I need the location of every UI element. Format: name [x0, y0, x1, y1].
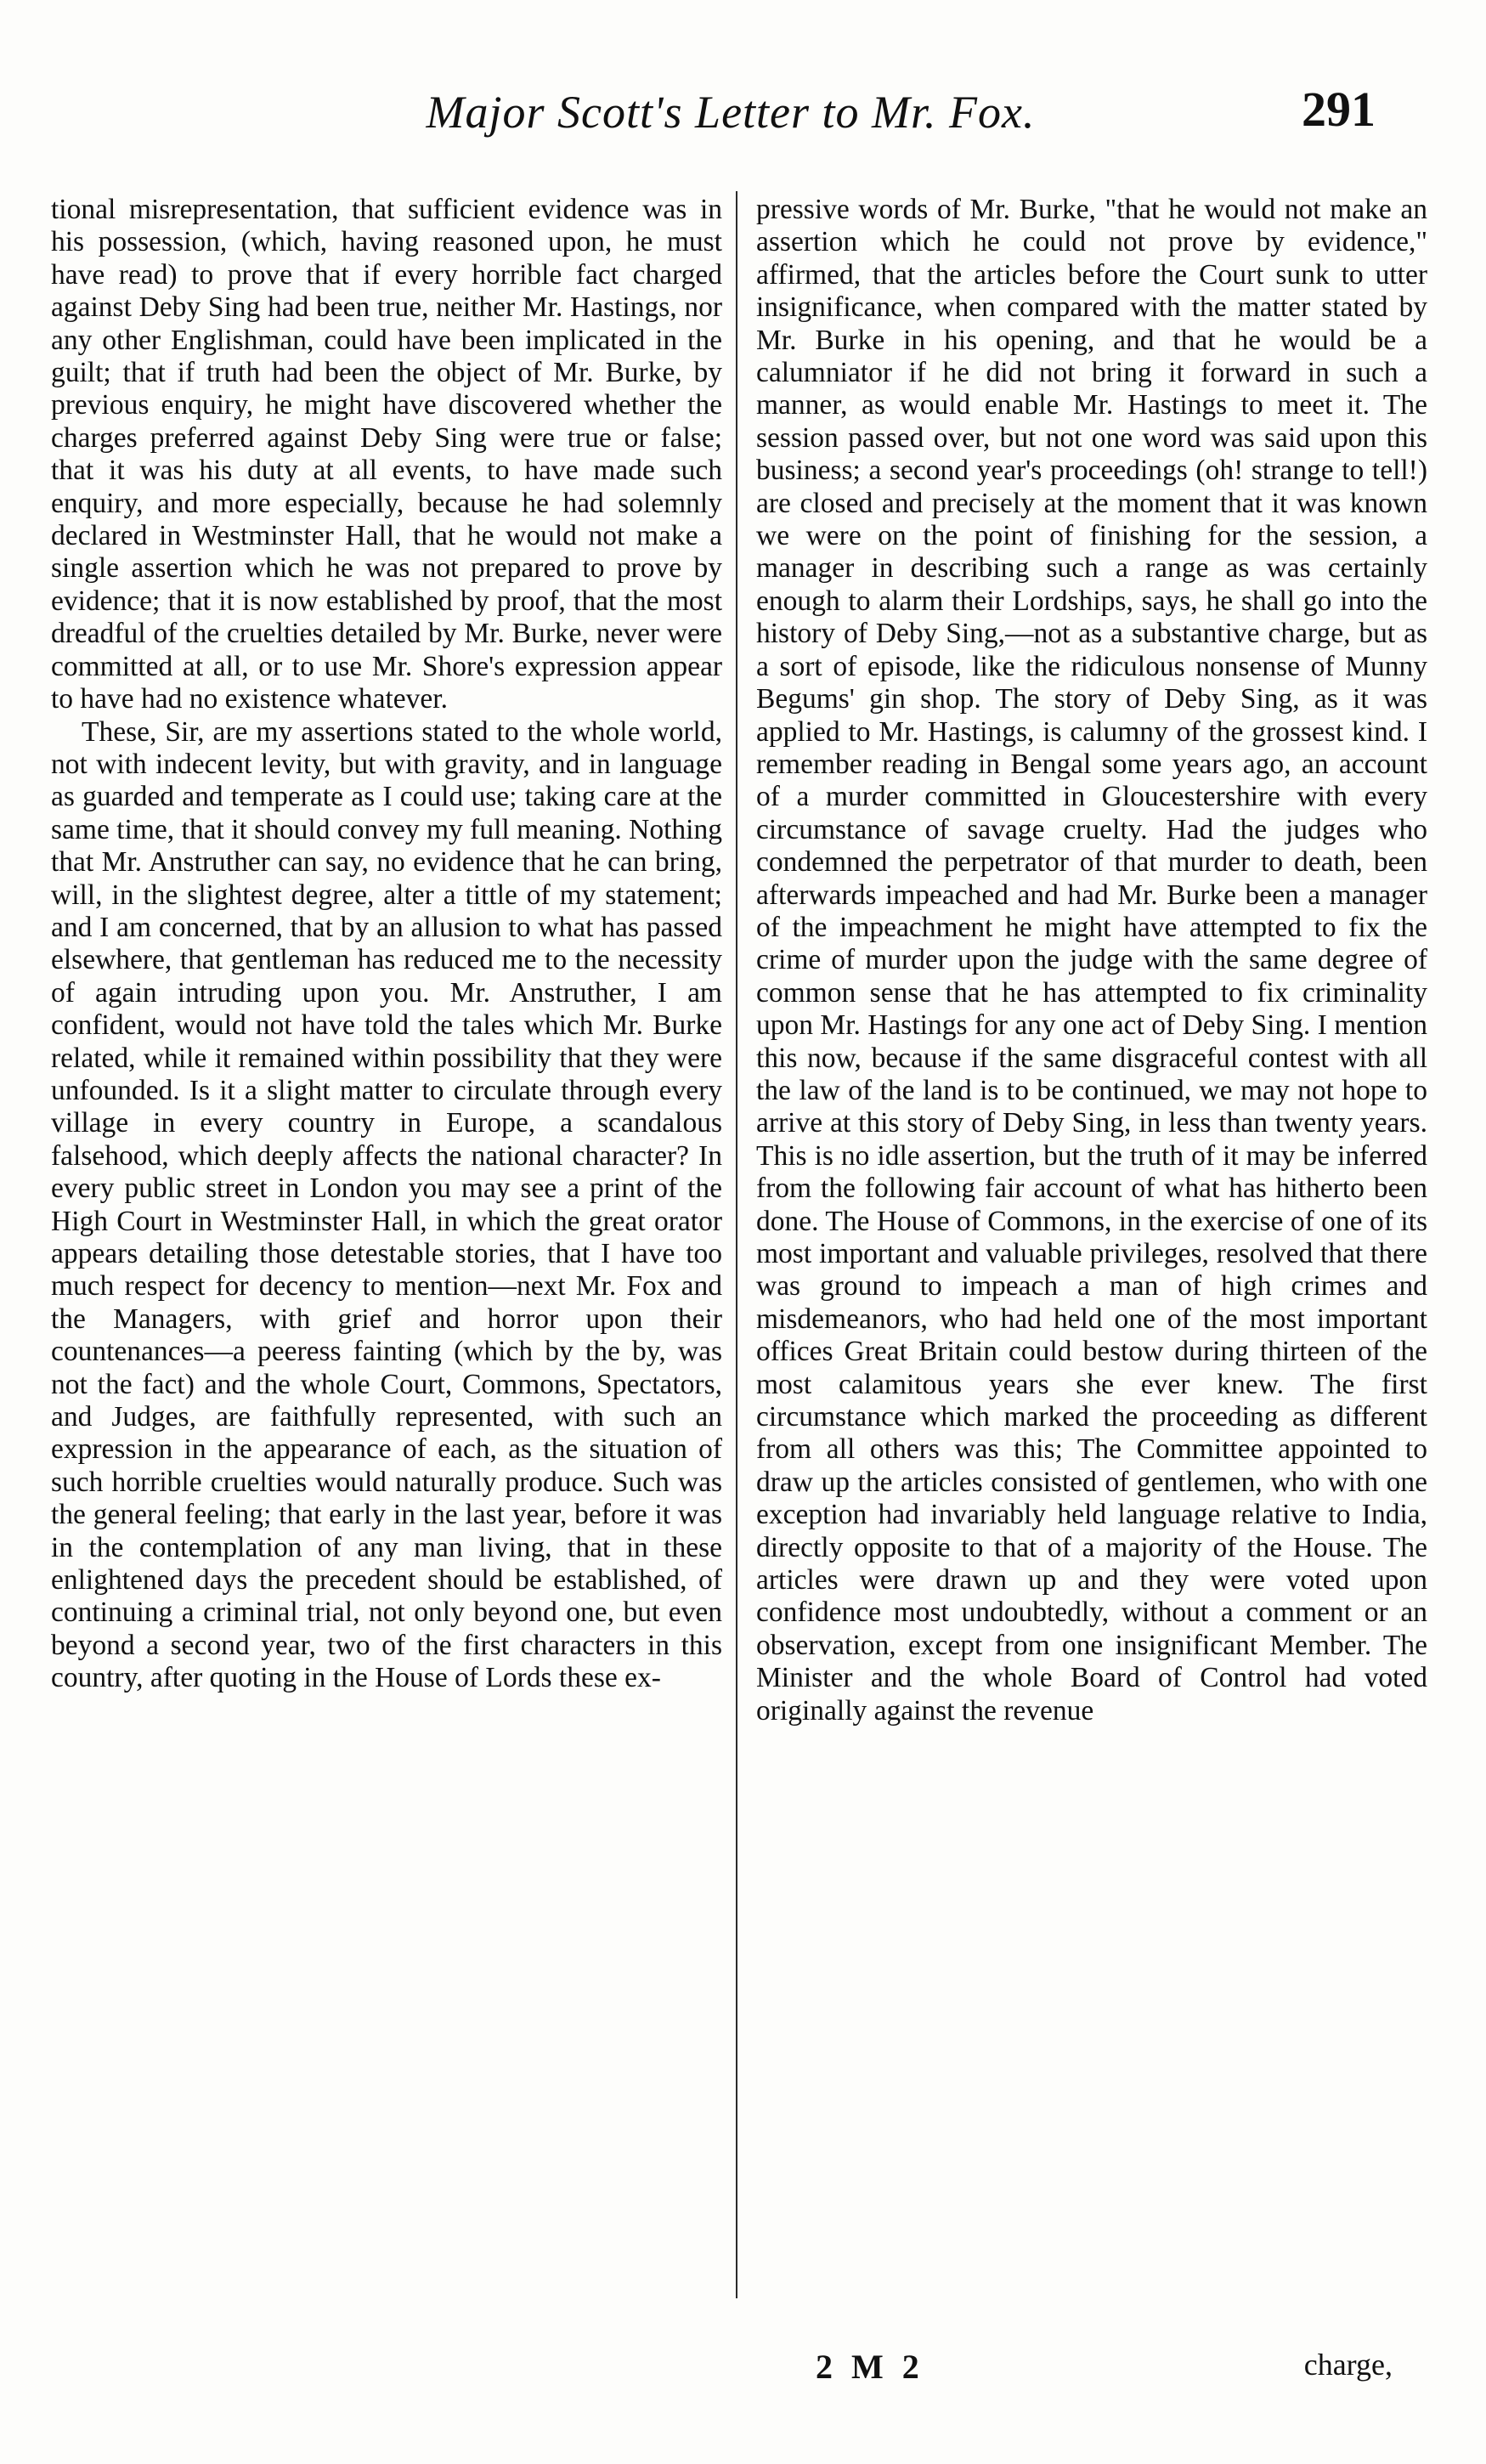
- left-paragraph-2: These, Sir, are my assertions stated to the whole world, not with indecent levity, but with gravity, and in language as guarded and temperate as I could use; taking care at the same time, that it should convey my full meaning. Nothing that Mr. Anstruther can say, no evidence that he can bring, will, in the slightest degree, alter a tittle of my statement; and I am concerned, that by an allusion to what has passed elsewhere, that gentleman has reduced me to the necessity of again intruding upon you. Mr. Anstruther, I am confident, would not have told the tales which Mr. Burke related, while it remained within possibility that they were unfounded. Is it a slight matter to circulate through every village in every country in Europe, a scandalous falsehood, which deeply affects the national character? In every public street in London you may see a print of the High Court in Westminster Hall, in which the great orator appears detailing those detestable stories, that I have too much respect for decency to mention—next Mr. Fox and the Managers, with grief and horror upon their countenances—a peeress fainting (which by the by, was not the fact) and the whole Court, Commons, Spectators, and Judges, are faithfully represented, with such an expression in the appearance of each, as the situation of such horrible cruelties would naturally produce. Such was the general feeling; that early in the last year, before it was in the contemplation of any man living, that in these enlightened days the precedent should be established, of continuing a criminal trial, not only beyond one, but even beyond a second year, two of the first characters in this country, after quoting in the House of Lords these ex-: [51, 715, 722, 1694]
- running-title: Major Scott's Letter to Mr. Fox.: [426, 87, 1036, 138]
- right-column: [756, 194, 1427, 1727]
- page-number: 291: [1302, 82, 1376, 137]
- left-paragraph-1: tional misrepresentation, that sufficient evidence was in his possession, (which, having reasoned upon, he must have read) to prove that if every horrible fact charged against Deby Sing had been true, neither Mr. Hastings, nor any other Englishman, could have been implicated in the guilt; that if truth had been the object of Mr. Burke, by previous enquiry, he might have discovered whether the charges preferred against Deby Sing were true or false; that it was his duty at all events, to have made such enquiry, and more especially, because he had solemnly declared in Westminster Hall, that he would not make a single assertion which he was not prepared to prove by evidence; that it is now established by proof, that the most dreadful of the cruelties detailed by Mr. Burke, never were committed at all, or to use Mr. Shore's expression appear to have had no existence whatever.: [51, 194, 722, 715]
- left-column: [51, 194, 722, 1695]
- right-paragraph-1: pressive words of Mr. Burke, "that he would not make an assertion which he could not prove by evidence," affirmed, that the articles before the Court sunk to utter insignificance, when compared with the matter stated by Mr. Burke in his opening, and that he would be a calumniator if he did not bring it forward in such a manner, as would enable Mr. Hastings to meet it. The session passed over, but not one word was said upon this business; a second year's proceedings (oh! strange to tell!) are closed and precisely at the moment that it was known we were on the point of finishing for the session, a manager in describing such a range as was certainly enough to alarm their Lordships, says, he shall go into the history of Deby Sing,—not as a substantive charge, but as a sort of episode, like the ridiculous nonsense of Munny Begums' gin shop. The story of Deby Sing, as it was applied to Mr. Hastings, is calumny of the grossest kind. I remember reading in Bengal some years ago, an account of a murder committed in Gloucestershire with every circumstance of savage cruelty. Had the judges who condemned the perpetrator of that murder to death, been afterwards impeached and had Mr. Burke been a manager of the impeachment he might have attempted to fix the crime of murder upon the judge with the same degree of common sense that he has attempted to fix criminality upon Mr. Hastings for any one act of Deby Sing. I mention this now, because if the same disgraceful contest with all the law of the land is to be continued, we may not hope to arrive at this story of Deby Sing, in less than twenty years. This is no idle assertion, but the truth of it may be inferred from the following fair account of what has hitherto been done. The House of Commons, in the exercise of one of its most important and valuable privileges, resolved that there was ground to impeach a man of high crimes and misdemeanors, who had held one of the most important offices Great Britain could bestow during thirteen of the most calamitous years she ever knew. The first circumstance which marked the proceeding as different from all others was this; The Committee appointed to draw up the articles consisted of gentlemen, who with one exception had invariably held language relative to India, directly opposite to that of a majority of the House. The articles were drawn up and they were voted upon confidence most undoubtedly, without a comment or an observation, except from one insignificant Member. The Minister and the whole Board of Control had voted originally against the revenue: [756, 194, 1427, 1726]
- catchword: charge,: [1303, 2348, 1393, 2382]
- column-divider: [736, 191, 737, 2298]
- signature-mark: 2 M 2: [816, 2348, 924, 2386]
